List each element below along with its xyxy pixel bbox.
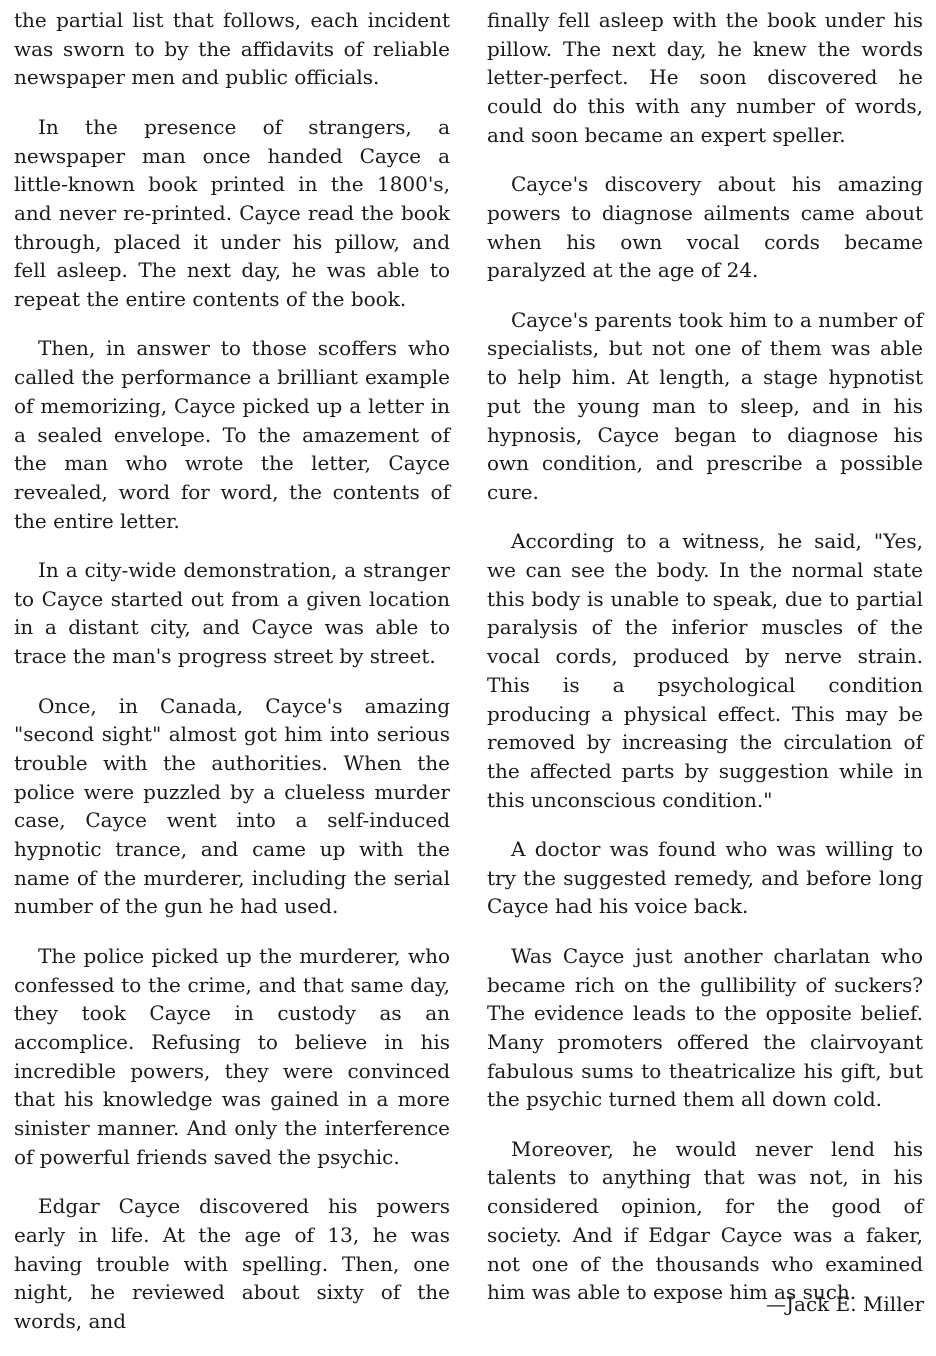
paragraph-charlatan-question: Was Cayce just another charlatan who became rich on the gullibility of suckers? The evidence leads to the opposite belief. Many promoters offered the clairvoyant fabulous sums to theatricalize his gift, but the psychic turned them all down cold.	[487, 943, 923, 1112]
paragraph-specialists-hypnotist: Cayce's parents took him to a number of specialists, but not one of them was able to help him. At length, a stage hypnotist put the young man to sleep, and in his hypnosis, Cayce began to diagnose his own condition, and prescribe a possible cure.	[487, 307, 923, 504]
paragraph-witness-quote: According to a witness, he said, "Yes, we can see the body. In the normal state this body is unable to speak, due to partial paralysis of the inferior muscles of the vocal cords, produced by nerve strain. This is a psychological condition producing a physical effect. This may be removed by increasing the circulation of the affected parts by suggestion while in this unconscious condition."	[487, 529, 923, 812]
paragraph-early-powers: Edgar Cayce discovered his powers early in life. At the age of 13, he was having trouble with spelling. Then, one night, he reviewed about sixty of the words, and	[14, 1194, 450, 1333]
paragraph-sealed-letter: Then, in answer to those scoffers who called the performance a brilliant example of memorizing, Cayce picked up a letter in a sealed envelope. To the amazement of the man who wrote the letter, Cayce revealed, word for word, the contents of the entire letter.	[14, 336, 450, 533]
paragraph-book-demonstration: In the presence of strangers, a newspaper man once handed Cayce a little-known book printed in the 1800's, and never re-printed. Cayce read the book through, placed it under his pillow, and fell asleep. The next day, he was able to repeat the entire contents of the book.	[14, 114, 450, 312]
paragraph-doctor-remedy: A doctor was found who was willing to try the suggested remedy, and before long Cayce had his voice back.	[487, 837, 923, 919]
paragraph-police-custody: The police picked up the murderer, who confessed to the crime, and that same day, they took Cayce in custody as an accomplice. Refusing to believe in his incredible powers, they were convinced that his knowledge was gained in a more sinister manner. And only the interference of powerful friends saved the psychic.	[14, 943, 450, 1169]
paragraph-expert-speller: finally fell asleep with the book under his pillow. The next day, he knew the words letter-perfect. He soon discovered he could do this with any number of words, and soon became an expert speller.	[487, 8, 923, 147]
right-column	[487, 6, 923, 1328]
paragraph-city-demonstration: In a city-wide demonstration, a stranger to Cayce started out from a given location in a distant city, and Cayce was able to trace the man's progress street by street.	[14, 558, 450, 669]
paragraph-continued-intro: the partial list that follows, each incident was sworn to by the affidavits of reliable newspaper men and public officials.	[14, 8, 450, 90]
paragraph-canada-murder-case: Once, in Canada, Cayce's amazing "second sight" almost got him into serious trouble with the authorities. When the police were puzzled by a clueless murder case, Cayce went into a self-induced hypnotic trance, and came up with the name of the murderer, including the serial number of the gun he had used.	[14, 693, 450, 919]
paragraph-good-of-society: Moreover, he would never lend his talents to anything that was not, in his considered opinion, for the good of society. And if Edgar Cayce was a faker, not one of the thousands who examined him was able to expose him as such.	[487, 1136, 923, 1305]
left-column	[14, 6, 450, 1356]
paragraph-vocal-cords: Cayce's discovery about his amazing powers to diagnose ailments came about when his own vocal cords became paralyzed at the age of 24.	[487, 172, 923, 283]
author-signature: —Jack E. Miller	[766, 1292, 924, 1316]
